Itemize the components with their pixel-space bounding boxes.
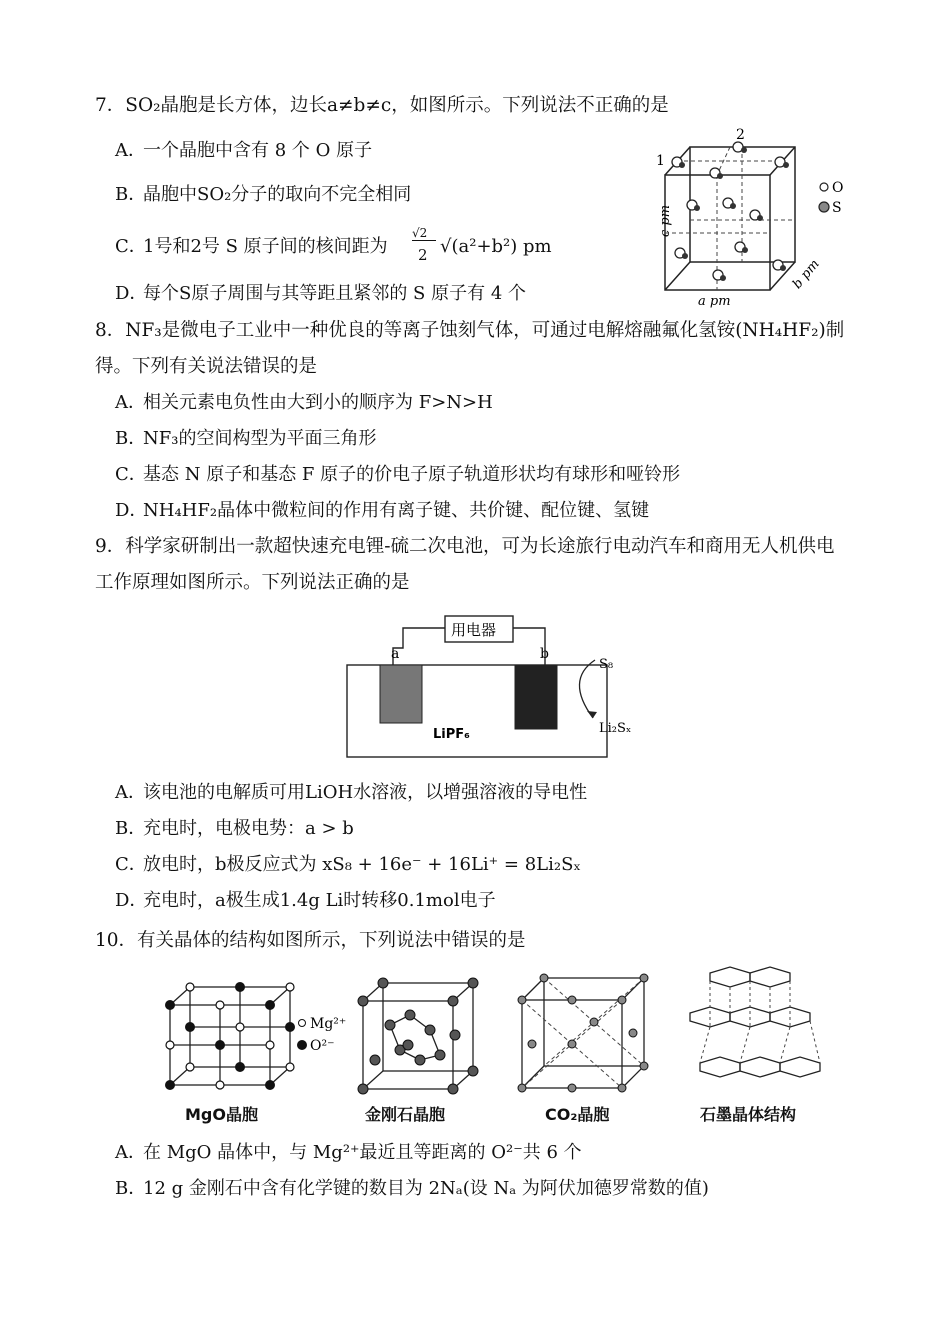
q8-option-d: D．NH₄HF₂晶体中微粒间的作用有离子键、共价键、配位键、氢键 <box>115 500 650 521</box>
q8-option-c: C．基态 N 原子和基态 F 原子的价电子原子轨道形状均有球形和哑铃形 <box>115 464 681 485</box>
q9-option-c: C．放电时，b极反应式为 xS₈ + 16e⁻ + 16Li⁺ = 8Li₂Sₓ <box>115 854 582 875</box>
electrode-b <box>515 665 557 729</box>
s-legend-dot <box>819 202 829 212</box>
device-label: 用电器 <box>451 621 497 639</box>
electrode-a-label: a <box>391 646 400 662</box>
mgo-figure <box>160 975 360 1095</box>
q8-option-a: A．相关元素电负性由大到小的顺序为 F>N>H <box>115 392 493 413</box>
battery-figure <box>335 610 655 765</box>
q7-formula: √(a²+b²) pm <box>440 236 552 257</box>
legend-mg: Mg²⁺ <box>310 1016 347 1032</box>
electrolyte-label: LiPF₆ <box>433 727 470 742</box>
q7-stem: 7．SO₂晶胞是长方体，边长a≠b≠c，如图所示。下列说法不正确的是 <box>95 95 669 116</box>
q8-stem-line1: 8．NF₃是微电子工业中一种优良的等离子蚀刻气体，可通过电解熔融氟化氢铵(NH₄HF₂)制 <box>95 320 845 341</box>
axis-b-label: b pm <box>789 256 823 292</box>
q8-option-b: B．NF₃的空间构型为平面三角形 <box>115 428 377 449</box>
co2-figure <box>512 970 657 1095</box>
q9-option-a: A．该电池的电解质可用LiOH水溶液，以增强溶液的导电性 <box>115 782 588 803</box>
o-legend-dot <box>297 1040 307 1050</box>
q7-option-d: D．每个S原子周围与其等距且紧邻的 S 原子有 4 个 <box>115 283 526 304</box>
q10-option-b: B．12 g 金刚石中含有化学键的数目为 2Nₐ(设 Nₐ 为阿伏加德罗常数的值) <box>115 1178 709 1199</box>
q10-option-a: A．在 MgO 晶体中，与 Mg²⁺最近且等距离的 O²⁻共 6 个 <box>115 1142 582 1163</box>
q9-stem-line1: 9．科学家研制出一款超快速充电锂-硫二次电池，可为长途旅行电动汽车和商用无人机供电 <box>95 536 835 557</box>
axis-c-label: c pm <box>658 204 673 237</box>
q10-stem: 10．有关晶体的结构如图所示，下列说法中错误的是 <box>95 930 526 951</box>
legend-o2: O²⁻ <box>310 1038 335 1054</box>
q7-option-a: A．一个晶胞中含有 8 个 O 原子 <box>115 140 373 161</box>
li2sx-label: Li₂Sₓ <box>599 721 632 736</box>
legend-s: S <box>832 200 842 216</box>
diamond-figure <box>355 975 485 1095</box>
mg-legend-dot <box>299 1020 306 1027</box>
q9-stem-line2: 工作原理如图所示。下列说法正确的是 <box>95 572 410 593</box>
graphite-figure <box>680 965 830 1095</box>
fraction-bar <box>412 240 436 241</box>
electrode-b-label: b <box>540 646 549 662</box>
so2-cell-figure <box>640 125 850 310</box>
co2-caption: CO₂晶胞 <box>545 1105 610 1124</box>
diamond-caption: 金刚石晶胞 <box>365 1105 446 1124</box>
mgo-caption: MgO晶胞 <box>185 1105 258 1124</box>
label-1: 1 <box>656 153 665 169</box>
axis-a-label: a pm <box>698 294 731 309</box>
s8-label: S₈ <box>599 657 614 672</box>
q7-formula-coef: 2 <box>418 246 428 264</box>
q8-stem-line2: 得。下列有关说法错误的是 <box>95 356 318 377</box>
q7-formula-num: √2 <box>412 226 428 240</box>
q7-option-b: B．晶胞中SO₂分子的取向不完全相同 <box>115 184 412 205</box>
electrode-a <box>380 665 422 723</box>
label-2: 2 <box>736 127 745 143</box>
q9-option-b: B．充电时，电极电势：a > b <box>115 818 354 839</box>
conversion-arrow <box>579 660 595 718</box>
q9-option-d: D．充电时，a极生成1.4g Li时转移0.1mol电子 <box>115 890 496 911</box>
legend-o: O <box>832 180 844 196</box>
graphite-caption: 石墨晶体结构 <box>700 1105 797 1124</box>
q7-option-c: C．1号和2号 S 原子间的核间距为 <box>115 236 388 257</box>
o-legend-dot <box>820 183 828 191</box>
